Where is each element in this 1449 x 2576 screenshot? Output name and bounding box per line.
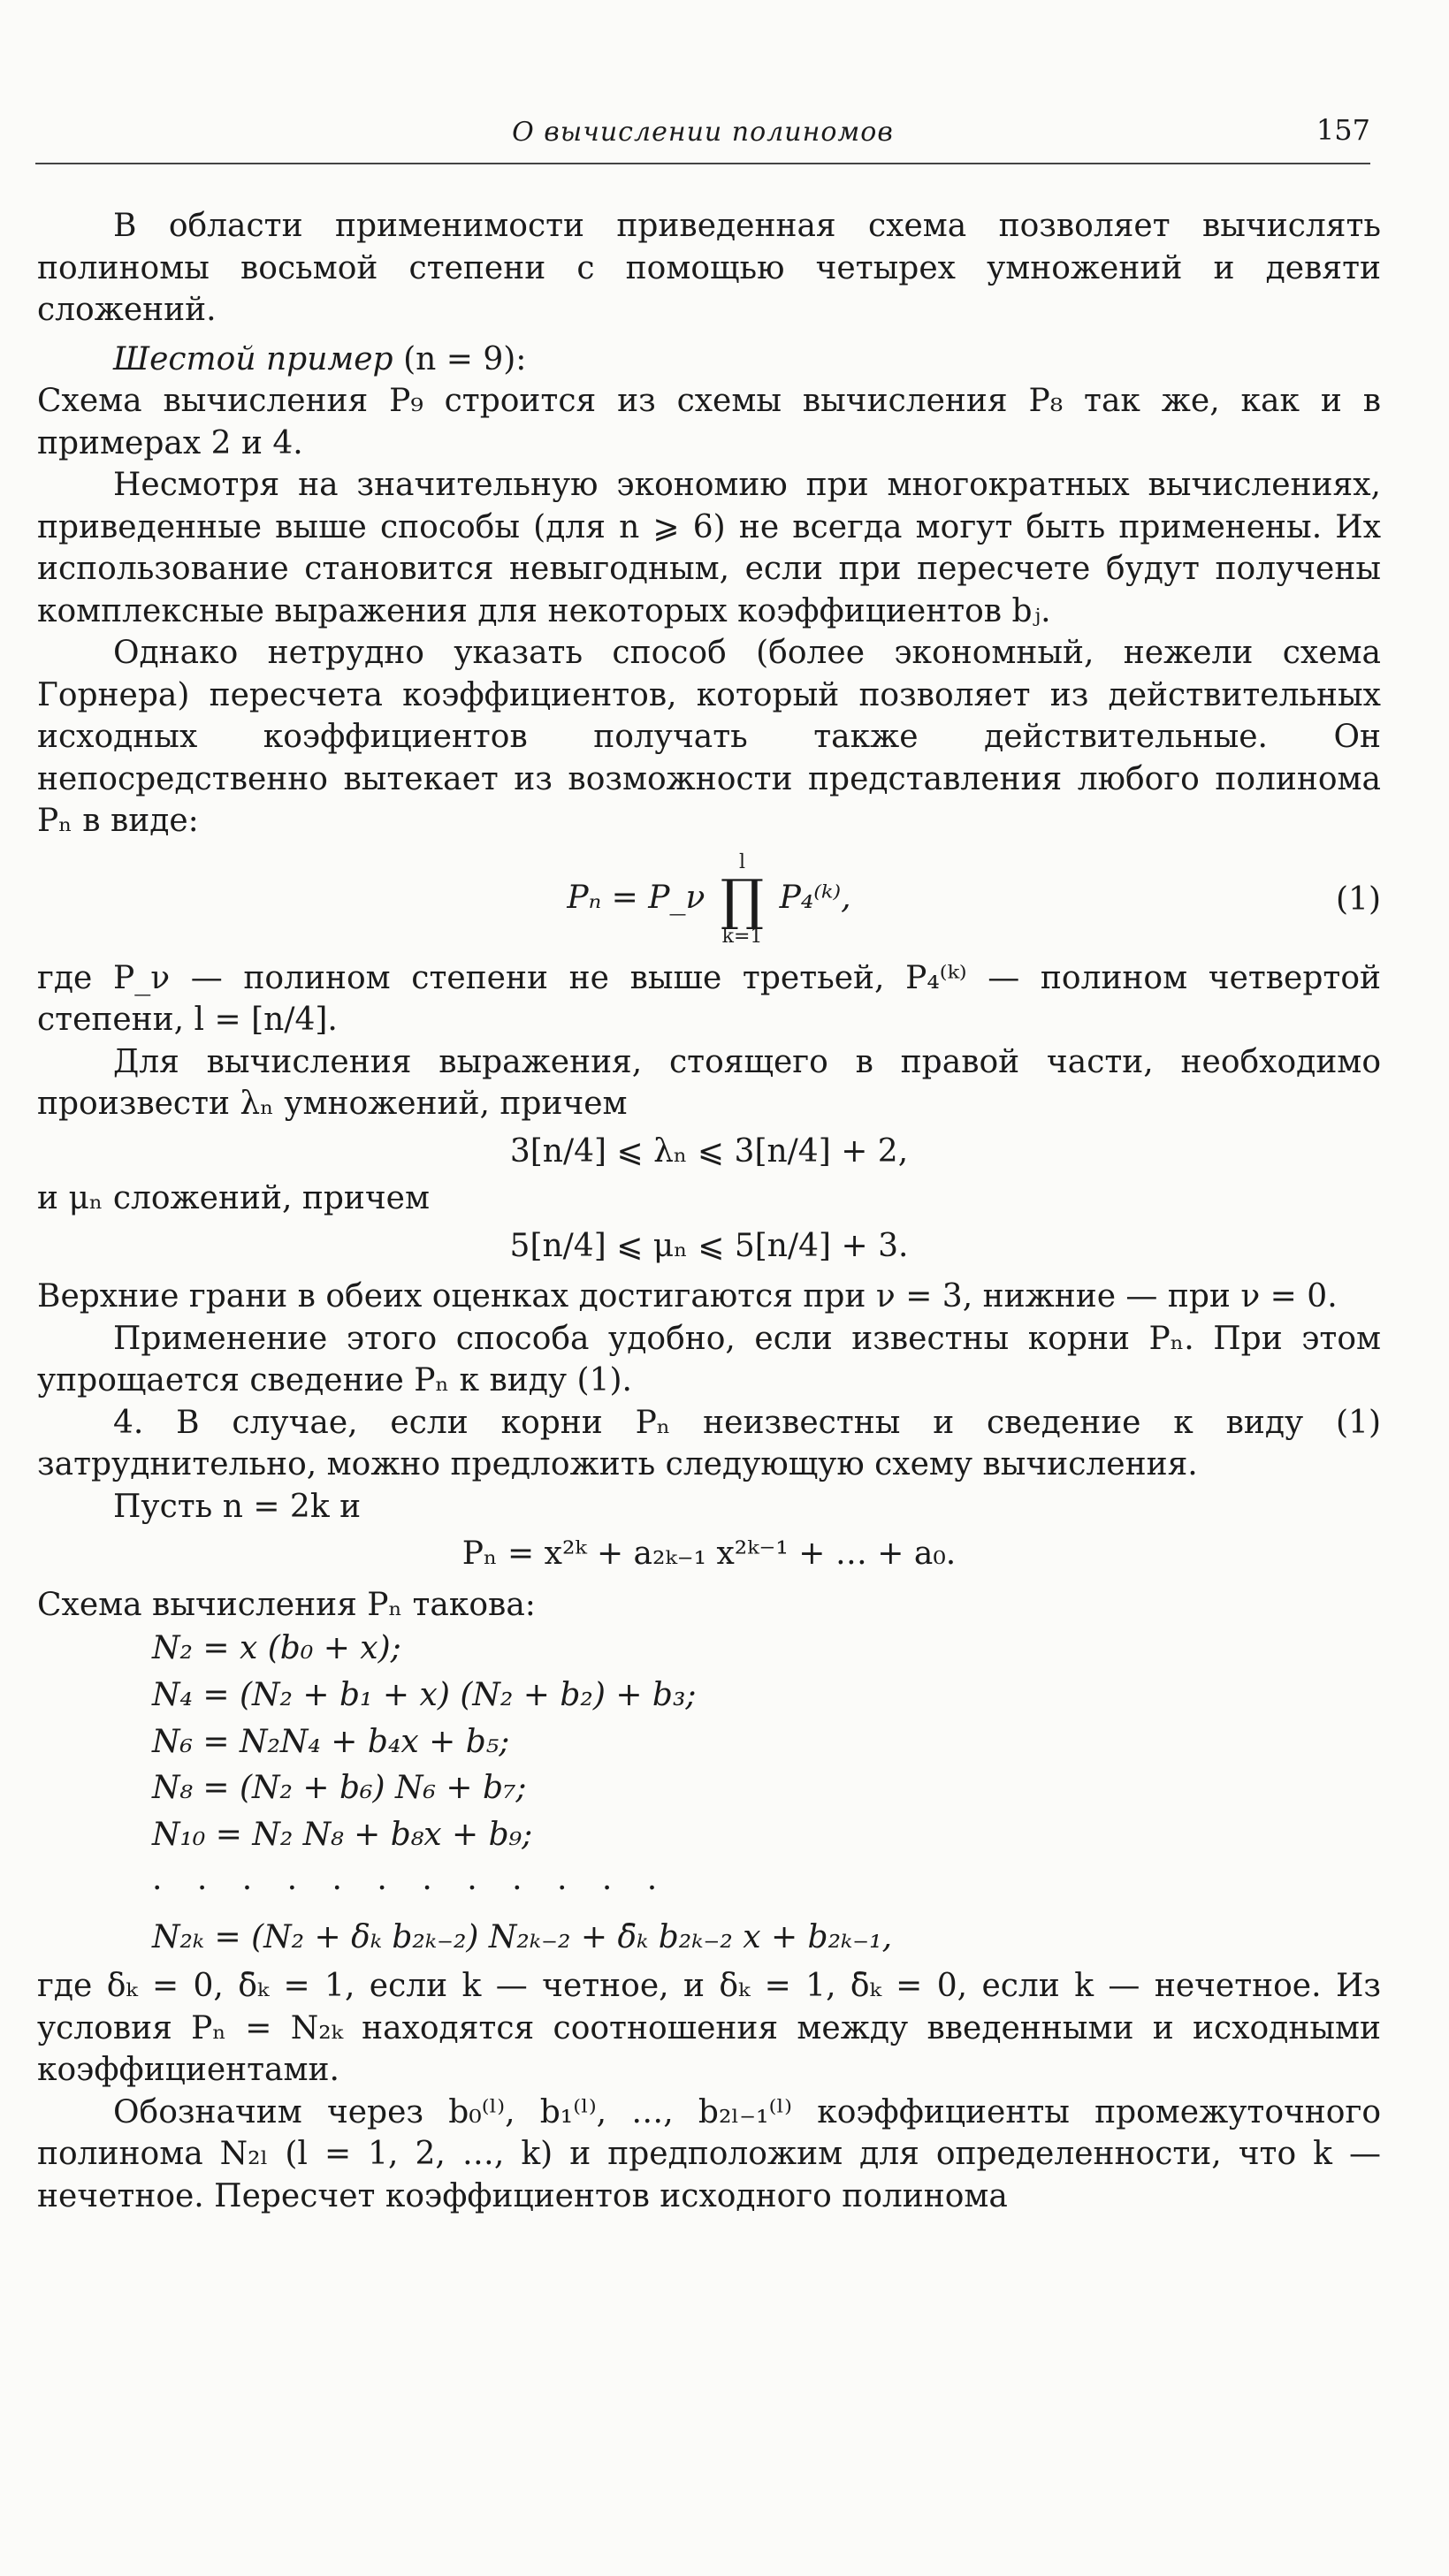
eq1-term: P₄⁽ᵏ⁾, — [779, 879, 851, 916]
equation-1 — [37, 850, 1381, 948]
product-operator — [720, 850, 765, 948]
equation-2: 3[n/4] ⩽ λₙ ⩽ 3[n/4] + 2, — [509, 1132, 909, 1170]
paragraph: Применение этого способа удобно, если известны корни Pₙ. При этом упрощается сведение Pₙ к виду (1). — [37, 1320, 1381, 1399]
paragraph: и μₙ сложений, причем — [37, 1180, 430, 1217]
paragraph: Схема вычисления P₉ строится из схемы вычисления P₈ так же, как и в примерах 2 и 4. — [37, 383, 1381, 461]
running-header — [35, 110, 1370, 164]
paragraph: Несмотря на значительную экономию при многократных вычислениях, приведенные выше способы (для n ⩾ 6) не всегда могут быть применены. Их использование становится невыгодным, если при пересчете будут получены комплексные выражения для некоторых коэффициентов bⱼ. — [37, 467, 1381, 629]
computation-scheme — [152, 1626, 1381, 1858]
product-upper-limit: l — [739, 850, 746, 873]
scheme-line: N₁₀ = N₂ N₈ + b₈x + b₉; — [152, 1816, 533, 1853]
equation-4: Pₙ = x²ᵏ + a₂ₖ₋₁ x²ᵏ⁻¹ + … + a₀. — [461, 1536, 957, 1573]
paragraph: Пусть n = 2k и — [113, 1488, 362, 1525]
example-heading-text: Шестой пример — [113, 340, 393, 377]
text-body — [37, 205, 1381, 2217]
example-heading-condition: (n = 9): — [403, 340, 527, 377]
scheme-line: N₂ = x (b₀ + x); — [152, 1630, 401, 1667]
eq1-lhs: Pₙ = P_ν — [567, 879, 705, 916]
paragraph: Однако нетрудно указать способ (более экономный, нежели схема Горнера) пересчета коэффициентов, который позволяет из действительных исходных коэффициентов получать также действительные. Он непосредственно вытекает из возможности представления любого полинома Pₙ в виде: — [37, 635, 1381, 840]
product-symbol: ∏ — [720, 866, 765, 932]
paragraph: В области применимости приведенная схема позволяет вычислять полиномы восьмой степени с помощью четырех умножений и девяти сложений. — [37, 208, 1381, 329]
scheme-line: N₄ = (N₂ + b₁ + x) (N₂ + b₂) + b₃; — [152, 1677, 697, 1714]
header-title: О вычислении полиномов — [512, 117, 894, 148]
paragraph: Для вычисления выражения, стоящего в правой части, необходимо произвести λₙ умножений, причем — [37, 1043, 1381, 1123]
paragraph: где δₖ = 0, δ̄ₖ = 1, если k — четное, и δₖ = 1, δ̄ₖ = 0, если k — нечетное. Из условия Pₙ = N₂ₖ находятся соотношения между введенными и исходными коэффициентами. — [37, 1968, 1381, 2089]
equation-number: (1) — [1336, 880, 1381, 918]
paragraph: Схема вычисления Pₙ такова: — [37, 1586, 536, 1623]
page-number: 157 — [1316, 113, 1370, 147]
paragraph: Верхние грани в обеих оценках достигаются при ν = 3, нижние — при ν = 0. — [37, 1278, 1338, 1315]
equation-3: 5[n/4] ⩽ μₙ ⩽ 5[n/4] + 3. — [509, 1227, 909, 1264]
paragraph: где P_ν — полином степени не выше третьей, P₄⁽ᵏ⁾ — полином четвертой степени, l = [n/4]. — [37, 959, 1381, 1039]
ellipsis-row: . . . . . . . . . . . . — [152, 1861, 670, 1898]
scheme-line: N₈ = (N₂ + b₆) N₆ + b₇; — [152, 1770, 527, 1807]
paragraph: Обозначим через b₀⁽ˡ⁾, b₁⁽ˡ⁾, …, b₂ₗ₋₁⁽ˡ⁾ коэффициенты промежуточного полинома N₂ₗ (l = 1, 2, …, k) и предположим для определенности, что k — нечетное. Пересчет коэффициентов исходного полинома — [37, 2093, 1381, 2214]
paragraph: 4. В случае, если корни Pₙ неизвестны и сведение к виду (1) затруднительно, можно предложить следующую схему вычисления. — [37, 1404, 1381, 1483]
example-heading — [37, 339, 1381, 381]
product-lower-limit: k=1 — [721, 925, 763, 948]
scheme-line: N₆ = N₂N₄ + b₄x + b₅; — [152, 1723, 510, 1760]
scheme-general-line: N₂ₖ = (N₂ + δₖ b₂ₖ₋₂) N₂ₖ₋₂ + δ̄ₖ b₂ₖ₋₂ x + b₂ₖ₋₁, — [152, 1918, 893, 1955]
